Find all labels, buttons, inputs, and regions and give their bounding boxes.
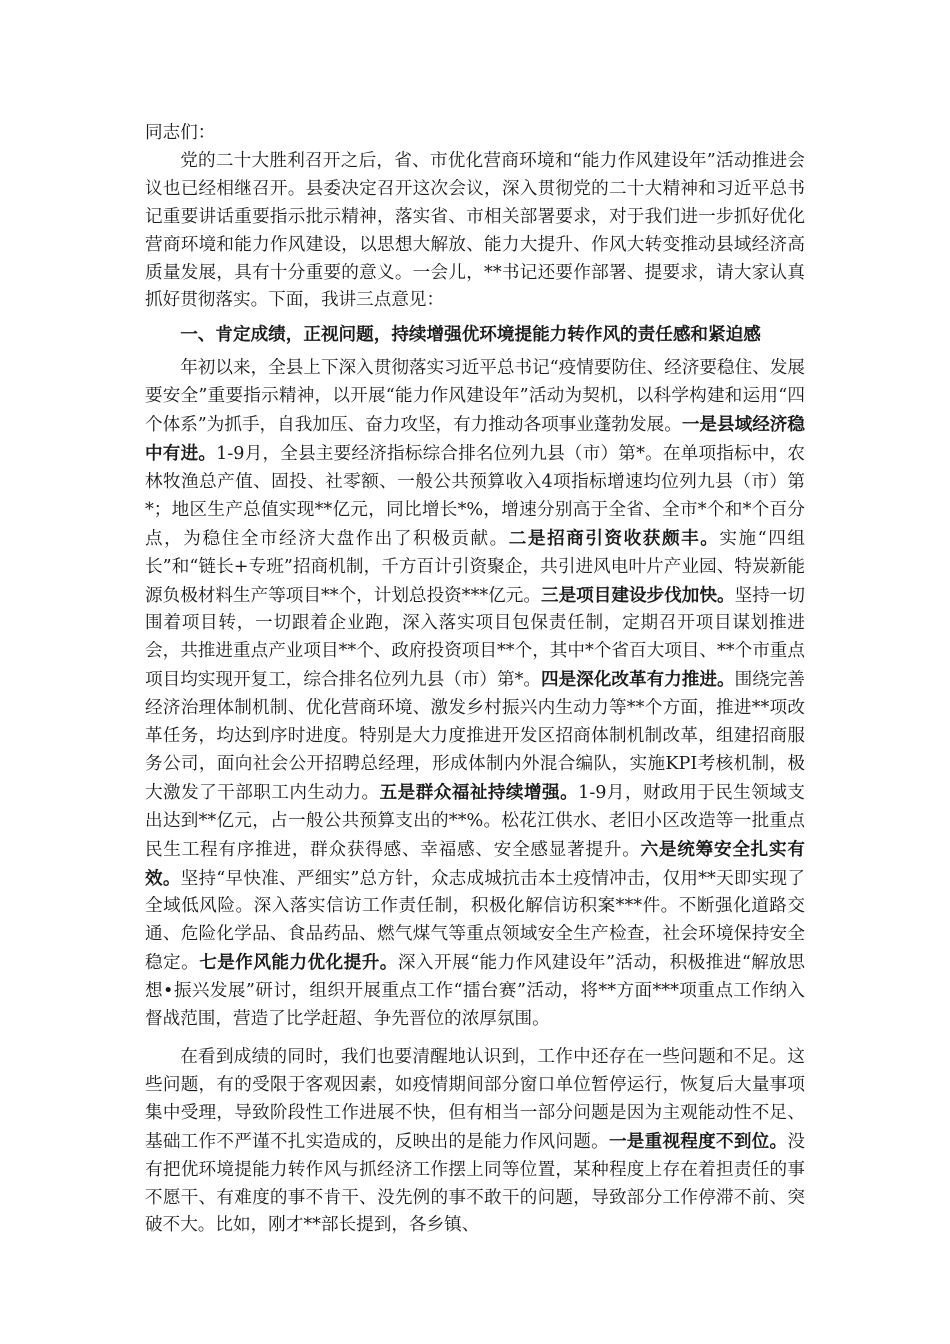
paragraph-text: 年初以来，全县上下深入贯彻落实习近平总书记“疫情要防住、经济要稳住、发展要安全”重要指示精神，以开展“能力作风建设年”活动为契机，以科学构建和运用“四个体系”为抓手，自我加压、奋力攻坚，有力推动各项事业蓬勃发展。 xyxy=(145,358,805,436)
bold-point: 三是项目建设步伐加快。 xyxy=(540,584,735,606)
paragraph-text: 没有把优环境提能力转作风与抓经济工作摆上同等位置，某种程度上存在着担责任的事不愿干、有难度的事不肯干、没先例的事不敢干的问题，导致部分工作停滞不前、突破不大。比如，刚才**部长提到，各乡镇、 xyxy=(145,1131,805,1236)
paragraph-text: 坚持“早快准、严细实”总方针，众志成城抗击本土疫情冲击，仅用**天即实现了全域低风险。深入落实信访工作责任制，积极化解信访积案***件。不断强化道路交通、危险化学品、食品药品、燃气煤气等重点领域安全生产检查，社会环境保持安全稳定。 xyxy=(145,868,805,974)
paragraph-text: 坚持一切围着项目转，一切跟着企业跑，深入落实项目包保责任制，定期召开项目谋划推进会，共推进重点产业项目**个、政府投资项目**个，其中*个省百大项目、**个市重点项目均实现开复工，综合排名位列九县（市）第*。 xyxy=(145,585,805,691)
bold-point: 二是招商引资收获颇丰。 xyxy=(508,527,720,549)
bold-point: 六是统筹安全扎实有效。 xyxy=(145,838,805,889)
bold-point: 七是作风能力优化提升。 xyxy=(199,952,398,974)
intro-paragraph: 党的二十大胜利召开之后，省、市优化营商环境和“能力作风建设年”活动推进会议也已经相继召开。县委决定召开这次会议，深入贯彻党的二十大精神和习近平总书记重要讲话重要指示批示精神，落实省、市相关部署要求，对于我们进一步抓好优化营商环境和能力作风建设，以思想大解放、能力大提升、作风大转变推动县域经济高质量发展，具有十分重要的意义。一会儿，**书记还要作部署、提要求，请大家认真抓好贯彻落实。下面，我讲三点意见： xyxy=(145,150,805,311)
paragraph-text: 深入开展“能力作风建设年”活动，积极推进“解放思想•振兴发展”研讨，组织开展重点工作“擂台赛”活动，将**方面***项重点工作纳入督战范围，营造了比学赶超、争先晋位的浓厚氛围。 xyxy=(145,953,805,1030)
document-body xyxy=(145,120,805,1240)
section-heading: 一、肯定成绩，正视问题，持续增强优环境提能力转作风的责任感和紧迫感 xyxy=(180,324,761,346)
achievements-paragraph xyxy=(145,355,805,1034)
paragraph-text: 1-9月，财政用于民生领域支出达到**亿元，占一般公共预算支出的**%。松花江供水、老旧小区改造等一批重点民生工程有序推进，群众获得感、幸福感、安全感显著提升。 xyxy=(145,782,805,860)
paragraph-text: 实施“四组长”和“链长+专班”招商机制，千方百计引资聚企，共引进风电叶片产业园、特炭新能源负极材料生产等项目**个，计划总投资***亿元。 xyxy=(145,528,805,606)
greeting: 同志们： xyxy=(145,123,216,143)
bold-point: 五是群众福祉持续增强。 xyxy=(379,781,579,803)
paragraph-text: 围绕完善经济治理体制机制、优化营商环境、激发乡村振兴内生动力等**个方面，推进**项改革任务，均达到序时进度。特别是大力度推进开发区招商体制机制改革，组建招商服务公司，面向社会公开招聘总经理，形成体制内外混合编队，实施KPI考核机制，极大激发了干部职工内生动力。 xyxy=(145,670,805,803)
paragraph-text: 在看到成绩的同时，我们也要清醒地认识到，工作中还存在一些问题和不足。这些问题，有的受限于客观因素，如疫情期间部分窗口单位暂停运行，恢复后大量事项集中受理，导致阶段性工作进展不快，但有相当一部分问题是因为主观能动性不足、基础工作不严谨不扎实造成的，反映出的是能力作风问题。 xyxy=(145,1047,805,1152)
problems-paragraph xyxy=(145,1044,805,1240)
bold-point: 四是深化改革有力推进。 xyxy=(540,669,735,691)
bold-point: 一是县域经济稳中有进。 xyxy=(145,414,805,464)
bold-point: 一是重视程度不到位。 xyxy=(608,1130,788,1152)
paragraph-text: 1-9月，全县主要经济指标综合排名位列九县（市）第*。在单项指标中，农林牧渔总产值、固投、社零额、一般公共预算收入4项指标增速均位列九县（市）第*；地区生产总值实现**亿元，同比增长*%，增速分别高于全省、全市*个和*个百分点，为稳住全市经济大盘作出了积极贡献。 xyxy=(145,443,805,549)
